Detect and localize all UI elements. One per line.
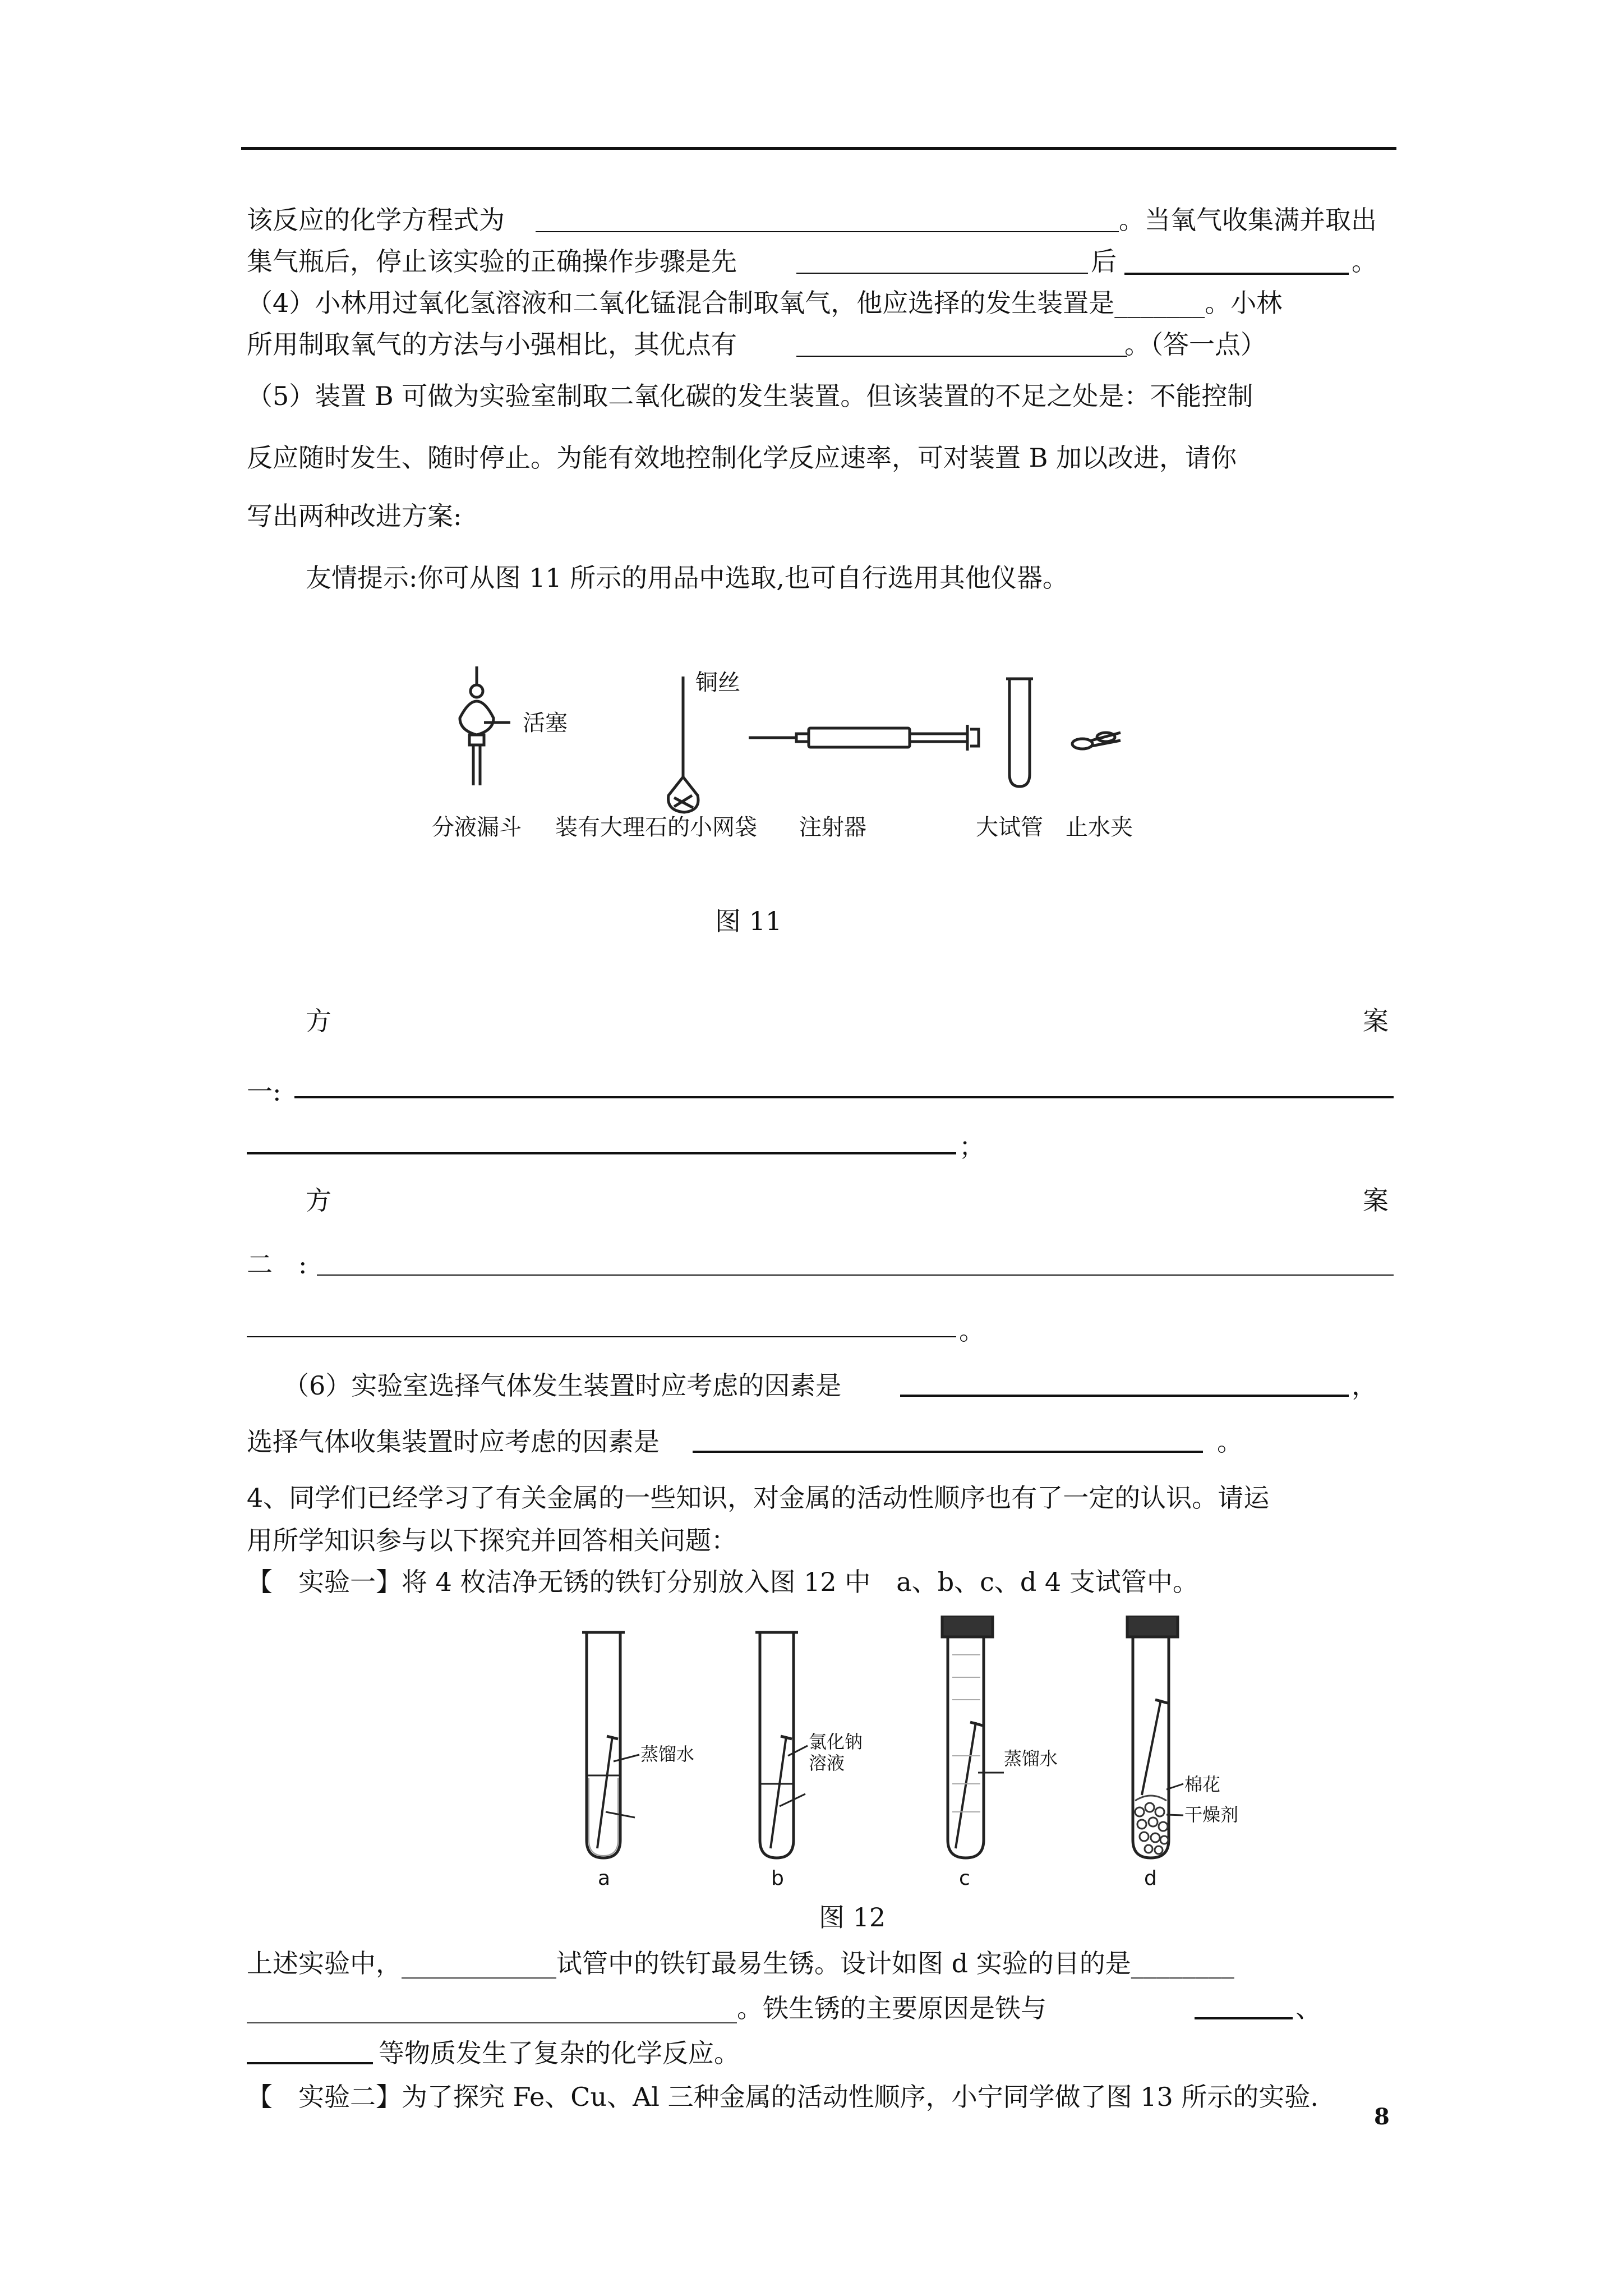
question-5-line3: 写出两种改进方案: [247,501,462,531]
separatory-funnel-icon [460,666,510,785]
question-4-intro-line2: 用所学知识参与以下探究并回答相关问题： [247,1525,737,1556]
text-equation-prompt: 该反应的化学方程式为 [247,205,505,235]
label-copper-wire: 铜丝 [695,670,740,696]
label-big-test-tube: 大试管 [976,815,1043,840]
label-tube-a: a [598,1867,611,1890]
label-cotton: 棉花 [1184,1774,1221,1795]
plan1-end: ； [959,1131,985,1162]
text-then: 后 [1091,246,1117,277]
label-desiccant: 干燥剂 [1184,1804,1239,1825]
test-tube-a-icon [582,1632,625,1858]
test-tube-d-icon [1127,1616,1178,1858]
marble-bag-icon [668,677,698,812]
pinch-clamp-icon [1072,733,1121,749]
result-question-3: 等物质发生了复杂的化学反应。 [379,2038,740,2068]
figure-12-caption: 图 12 [819,1902,886,1932]
blank-plan1-line2[interactable] [247,1152,956,1154]
text-stop-steps: 集气瓶后，停止该实验的正确操作步骤是先 [247,246,737,277]
blank-step-second[interactable] [1124,273,1349,275]
plan2-label-c: 二 : [247,1249,307,1280]
experiment-1: 【 实验一】将 4 枚洁净无锈的铁钉分别放入图 12 中 a、b、c、d 4 支试管中。 [247,1567,1198,1597]
label-marble-bag: 装有大理石的小网袋 [555,815,757,840]
plan2-label-a: 方 [306,1185,331,1216]
big-test-tube-icon [1006,679,1033,786]
label-tube-c: c [959,1867,970,1890]
desiccant-icon [1135,1803,1168,1854]
plan1-label-c: 一: [247,1076,282,1107]
plan1-label-a: 方 [306,1006,331,1036]
label-stopcock: 活塞 [523,710,568,736]
blank-rust-factor-1[interactable] [1195,2017,1293,2019]
test-tube-b-icon [755,1632,798,1858]
label-pinch-clamp: 止水夹 [1066,815,1133,840]
figure-11 [415,656,1200,847]
question-6: （6）实验室选择气体发生装置时应考虑的因素是 [283,1370,842,1401]
question-5-line2: 反应随时发生、随时停止。为能有效地控制化学反应速率，可对装置 B 加以改进，请你 [247,443,1237,473]
result-question-1: 上述实验中，____________试管中的铁钉最易生锈。设计如图 d 实验的目的是________ [247,1948,1234,1978]
blank-generator-factor[interactable] [900,1395,1349,1397]
label-tube-b: b [771,1867,784,1890]
hint-text: 友情提示:你可从图 11 所示的用品中选取,也可自行选用其他仪器。 [306,563,1068,593]
q6-period: 。 [1217,1427,1243,1457]
plan2-end: 。 [959,1315,985,1346]
plan2-label-b: 案 [1363,1185,1389,1216]
label-tube-d: d [1144,1867,1157,1890]
test-tube-c-icon [942,1616,993,1858]
page-number: 8 [1374,2104,1390,2130]
label-water-a: 蒸馏水 [640,1743,695,1765]
plan1-label-b: 案 [1363,1006,1389,1036]
figure-12 [566,1616,1239,1890]
experiment-2: 【 实验二】为了探究 Fe、Cu、Al 三种金属的活动性顺序，小宁同学做了图 13 所示的实验. [247,2082,1319,2112]
blank-step-first[interactable] [796,273,1088,274]
question-5: （5）装置 B 可做为实验室制取二氧化碳的发生装置。但该装置的不足之处是：不能控制 [247,381,1253,411]
figure-11-caption: 图 11 [715,906,782,936]
blank-plan2-line2[interactable] [247,1336,956,1337]
question-4-intro: 4、同学们已经学习了有关金属的一些知识，对金属的活动性顺序也有了一定的认识。请运 [247,1483,1270,1513]
blank-plan2-line1[interactable] [317,1274,1394,1276]
question-6-line2: 选择气体收集装置时应考虑的因素是 [247,1427,660,1457]
blank-collector-factor[interactable] [693,1451,1203,1453]
text-period: 。 [1352,246,1377,277]
text-one-point: 。（答一点） [1124,329,1266,360]
question-4: （4）小林用过氧化氢溶液和二氧化锰混合制取氧气，他应选择的发生装置是_______。小林 [247,288,1283,318]
blank-rust-factor-2[interactable] [247,2062,373,2064]
blank-equation[interactable] [536,231,1119,232]
blank-advantage[interactable] [796,356,1127,357]
label-water-c: 蒸馏水 [1004,1748,1058,1769]
text-comma: 、 [1295,1993,1321,2023]
text-oxygen-full: 。当氧气收集满并取出 [1119,205,1377,235]
label-separatory-funnel: 分液漏斗 [432,815,522,840]
label-syringe: 注射器 [799,815,866,840]
label-nacl-line1: 氯化钠 [809,1731,863,1752]
header-rule [241,147,1396,150]
syringe-icon [749,725,979,751]
text-advantage: 所用制取氧气的方法与小强相比，其优点有 [247,329,737,360]
label-nacl-line2: 溶液 [809,1752,845,1774]
q6-comma: ， [1352,1370,1377,1401]
result-question-2: ______________________________________。铁生锈的主要原因是铁与 [247,1993,1046,2023]
blank-plan1-line1[interactable] [294,1096,1394,1098]
